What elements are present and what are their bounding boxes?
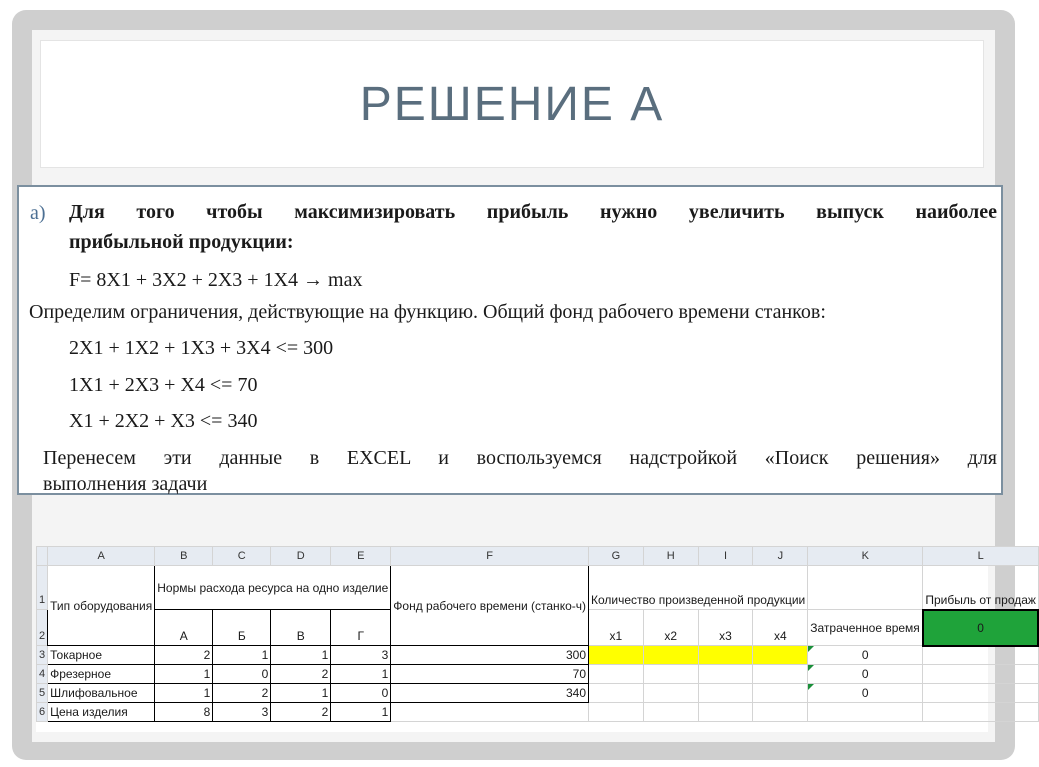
cell[interactable]: [923, 684, 1039, 703]
cell-subheader[interactable]: А: [155, 610, 213, 646]
cell[interactable]: 0: [808, 646, 923, 665]
table-row: [37, 684, 1039, 703]
cell[interactable]: [753, 684, 808, 703]
cell[interactable]: 2: [155, 646, 213, 665]
table-row: [37, 566, 1039, 610]
cell[interactable]: [589, 703, 644, 722]
table-row: [37, 703, 1039, 722]
cell[interactable]: 300: [391, 646, 589, 665]
content-box: [17, 185, 1003, 495]
cell-fund-header[interactable]: Фонд рабочего времени (станко-ч): [391, 566, 589, 646]
cell[interactable]: [643, 684, 698, 703]
cell[interactable]: Фрезерное: [48, 665, 155, 684]
cell[interactable]: [589, 665, 644, 684]
cell-x4[interactable]: [753, 646, 808, 665]
cell[interactable]: 1: [331, 665, 391, 684]
cell[interactable]: [643, 703, 698, 722]
outro-line-2: выполнения задачи: [43, 473, 208, 495]
corner-cell[interactable]: [37, 547, 48, 566]
cell[interactable]: 2: [213, 684, 271, 703]
column-header[interactable]: E: [331, 547, 391, 566]
row-header[interactable]: 5: [37, 684, 48, 703]
constraint-1: 2X1 + 1X2 + 1X3 + 3X4 <= 300: [69, 337, 334, 359]
cell-subheader[interactable]: x2: [643, 610, 698, 646]
column-header[interactable]: D: [271, 547, 331, 566]
constraint-3: X1 + 2X2 + X3 <= 340: [69, 410, 258, 432]
column-header[interactable]: L: [923, 547, 1039, 566]
cell[interactable]: [698, 703, 753, 722]
column-header[interactable]: J: [753, 547, 808, 566]
cell-subheader[interactable]: Б: [213, 610, 271, 646]
table-row: [37, 665, 1039, 684]
cell[interactable]: [589, 684, 644, 703]
cell[interactable]: [391, 703, 589, 722]
cell[interactable]: Цена изделия: [48, 703, 155, 722]
cell-profit-value[interactable]: 0: [923, 610, 1039, 646]
row-header[interactable]: 4: [37, 665, 48, 684]
cell[interactable]: 1: [331, 703, 391, 722]
spreadsheet-grid: [36, 546, 1039, 722]
cell[interactable]: [808, 703, 923, 722]
column-header[interactable]: C: [213, 547, 271, 566]
cell[interactable]: 0: [331, 684, 391, 703]
cell[interactable]: [698, 684, 753, 703]
column-header[interactable]: F: [391, 547, 589, 566]
column-header[interactable]: K: [808, 547, 923, 566]
row-header[interactable]: 3: [37, 646, 48, 665]
column-header[interactable]: B: [155, 547, 213, 566]
cell[interactable]: 2: [271, 665, 331, 684]
table-row: [37, 646, 1039, 665]
cell-quantity-header[interactable]: Количество произведенной продукции: [589, 566, 808, 610]
cell-norms-header[interactable]: Нормы расхода ресурса на одно изделие: [155, 566, 391, 610]
cell[interactable]: [923, 703, 1039, 722]
cell[interactable]: 0: [808, 665, 923, 684]
row-header[interactable]: 2: [37, 610, 48, 646]
outro-line-1: Перенесем эти данные в EXCEL и воспользуемся надстройкой «Поиск решения» для: [43, 447, 997, 469]
intro-line-1: Для того чтобы максимизировать прибыль нужно увеличить выпуск наиболее: [69, 201, 997, 223]
title-box: [40, 40, 984, 168]
column-header[interactable]: G: [589, 547, 644, 566]
row-header[interactable]: 6: [37, 703, 48, 722]
cell-subheader[interactable]: x1: [589, 610, 644, 646]
column-header[interactable]: A: [48, 547, 155, 566]
column-header-row: [37, 547, 1039, 566]
cell-subheader[interactable]: Г: [331, 610, 391, 646]
cell[interactable]: [923, 646, 1039, 665]
cell[interactable]: 1: [213, 646, 271, 665]
column-header[interactable]: I: [698, 547, 753, 566]
objective-function: F= 8X1 + 3X2 + 2X3 + 1X4 → max: [69, 269, 363, 291]
list-marker: а): [30, 202, 46, 224]
excel-spreadsheet: [36, 546, 1036, 732]
cell[interactable]: [643, 665, 698, 684]
cell[interactable]: [923, 665, 1039, 684]
cell-x3[interactable]: [698, 646, 753, 665]
slide-title: РЕШЕНИЕ А: [359, 77, 665, 131]
cell[interactable]: 3: [331, 646, 391, 665]
cell[interactable]: 0: [213, 665, 271, 684]
cell[interactable]: 1: [271, 684, 331, 703]
cell[interactable]: 1: [271, 646, 331, 665]
cell-time-header[interactable]: Затраченное время: [808, 610, 923, 646]
cell[interactable]: 0: [808, 684, 923, 703]
cell[interactable]: [753, 703, 808, 722]
cell[interactable]: 8: [155, 703, 213, 722]
cell[interactable]: 1: [155, 665, 213, 684]
cell[interactable]: 2: [271, 703, 331, 722]
cell[interactable]: [698, 665, 753, 684]
cell-type-header[interactable]: Тип оборудования: [48, 566, 155, 646]
intro-line-2: прибыльной продукции:: [69, 231, 294, 253]
cell[interactable]: 3: [213, 703, 271, 722]
cell-profit-header[interactable]: Прибыль от продаж: [923, 566, 1039, 610]
cell[interactable]: 1: [155, 684, 213, 703]
cell[interactable]: Токарное: [48, 646, 155, 665]
cell-subheader[interactable]: В: [271, 610, 331, 646]
cell-subheader[interactable]: x3: [698, 610, 753, 646]
column-header[interactable]: H: [643, 547, 698, 566]
row-header[interactable]: 1: [37, 566, 48, 610]
cell-x1[interactable]: [589, 646, 644, 665]
cell[interactable]: 70: [391, 665, 589, 684]
cell-x2[interactable]: [643, 646, 698, 665]
cell-subheader[interactable]: x4: [753, 610, 808, 646]
constraint-2: 1X1 + 2X3 + X4 <= 70: [69, 374, 258, 396]
constraints-intro: Определим ограничения, действующие на функцию. Общий фонд рабочего времени станков:: [29, 301, 826, 323]
cell[interactable]: [753, 665, 808, 684]
cell[interactable]: Шлифовальное: [48, 684, 155, 703]
cell[interactable]: 340: [391, 684, 589, 703]
cell[interactable]: [808, 566, 923, 610]
